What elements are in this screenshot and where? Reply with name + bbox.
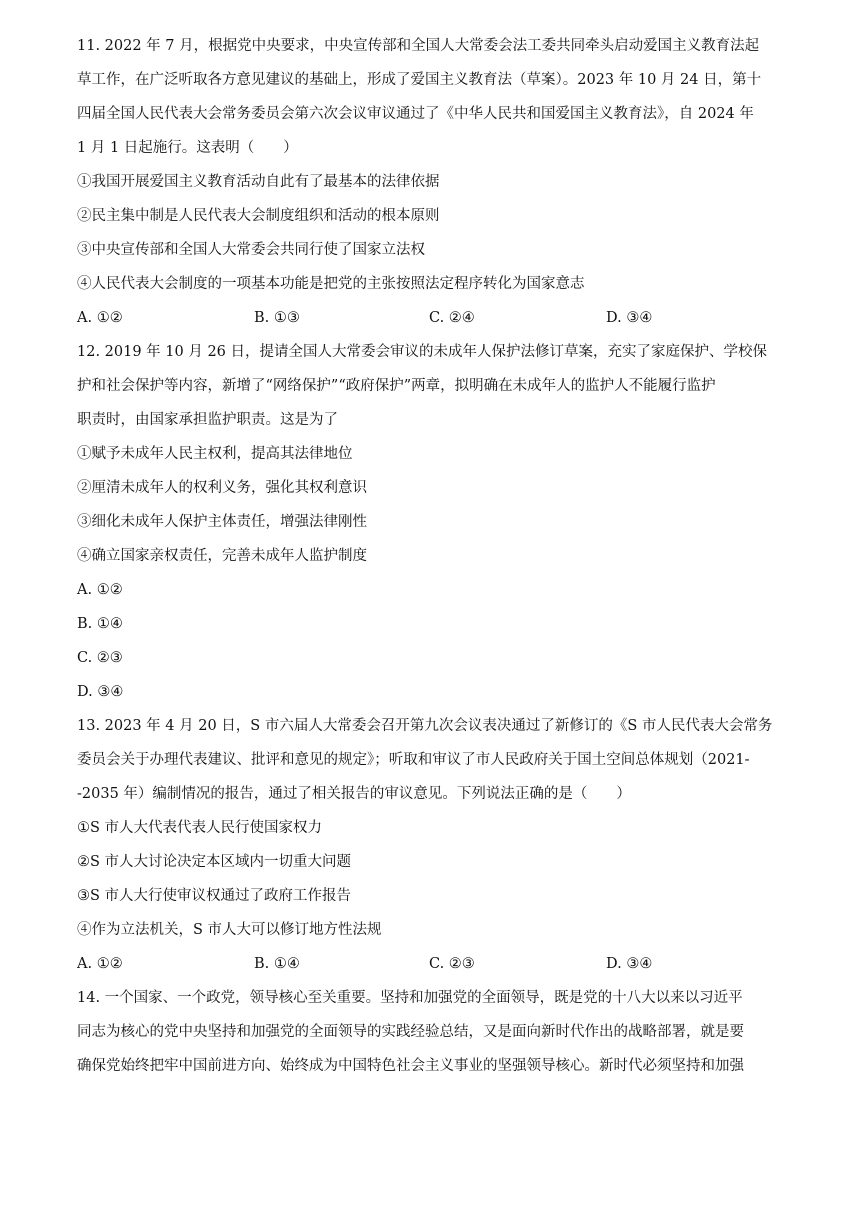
q14-line-3: 确保党始终把牢中国前进方向、始终成为中国特色社会主义事业的坚强领导核心。新时代必须坚持和加强 — [77, 1058, 744, 1074]
q13-option-d[interactable]: D. ③④ — [606, 956, 653, 972]
q11-statement-1: ①我国开展爱国主义教育活动自此有了最基本的法律依据 — [77, 174, 440, 190]
q12-line-1: 12. 2019 年 10 月 26 日，提请全国人大常委会审议的未成年人保护法修订草案，充实了家庭保护、学校保 — [77, 344, 768, 360]
q11-line-2: 草工作，在广泛听取各方意见建议的基础上，形成了爱国主义教育法（草案）。2023 年 10 月 24 日，第十 — [77, 72, 762, 88]
q13-line-2: 委员会关于办理代表建议、批评和意见的规定》；听取和审议了市人民政府关于国土空间总体规划（2021- — [77, 752, 750, 768]
q11-option-c[interactable]: C. ②④ — [429, 310, 475, 326]
q13-statement-1: ①S 市人大代表代表人民行使国家权力 — [77, 820, 323, 836]
q13-statement-3: ③S 市人大行使审议权通过了政府工作报告 — [77, 888, 352, 904]
q14-line-2: 同志为核心的党中央坚持和加强党的全面领导的实践经验总结，又是面向新时代作出的战略部署，就是要 — [77, 1024, 744, 1040]
q12-option-a[interactable]: A. ①② — [77, 582, 123, 598]
q11-line-3: 四届全国人民代表大会常务委员会第六次会议审议通过了《中华人民共和国爱国主义教育法》，自 2024 年 — [77, 106, 754, 122]
q14-line-1: 14. 一个国家、一个政党，领导核心至关重要。坚持和加强党的全面领导，既是党的十八大以来以习近平 — [77, 990, 743, 1006]
q13-line-1: 13. 2023 年 4 月 20 日，S 市六届人大常委会召开第九次会议表决通过了新修订的《S 市人民代表大会常务 — [77, 718, 773, 734]
q12-option-d[interactable]: D. ③④ — [77, 684, 124, 700]
q11-option-b[interactable]: B. ①③ — [254, 310, 300, 326]
q12-statement-2: ②厘清未成年人的权利义务，强化其权利意识 — [77, 480, 367, 496]
q12-option-c[interactable]: C. ②③ — [77, 650, 123, 666]
q13-statement-4: ④作为立法机关，S 市人大可以修订地方性法规 — [77, 922, 382, 938]
q11-options — [77, 308, 797, 328]
q12-line-3: 职责时，由国家承担监护职责。这是为了 — [77, 412, 338, 428]
q12-line-2: 护和社会保护等内容，新增了“网络保护”“政府保护”两章，拟明确在未成年人的监护人不能履行监护 — [77, 378, 716, 394]
q13-line-3: -2035 年）编制情况的报告，通过了相关报告的审议意见。下列说法正确的是（ ） — [77, 786, 631, 802]
q11-line-4: 1 月 1 日起施行。这表明（ ） — [77, 140, 298, 156]
q13-options — [77, 954, 797, 974]
q11-statement-3: ③中央宣传部和全国人大常委会共同行使了国家立法权 — [77, 242, 425, 258]
q11-statement-4: ④人民代表大会制度的一项基本功能是把党的主张按照法定程序转化为国家意志 — [77, 276, 585, 292]
q12-statement-1: ①赋予未成年人民主权利，提高其法律地位 — [77, 446, 353, 462]
q13-option-b[interactable]: B. ①④ — [254, 956, 300, 972]
q12-statement-3: ③细化未成年人保护主体责任，增强法律刚性 — [77, 514, 367, 530]
q11-statement-2: ②民主集中制是人民代表大会制度组织和活动的根本原则 — [77, 208, 440, 224]
q11-option-d[interactable]: D. ③④ — [606, 310, 653, 326]
q12-option-b[interactable]: B. ①④ — [77, 616, 123, 632]
q13-statement-2: ②S 市人大讨论决定本区域内一切重大问题 — [77, 854, 352, 870]
q13-option-a[interactable]: A. ①② — [77, 956, 123, 972]
q11-line-1: 11. 2022 年 7 月，根据党中央要求，中央宣传部和全国人大常委会法工委共同牵头启动爱国主义教育法起 — [77, 38, 760, 54]
q11-option-a[interactable]: A. ①② — [77, 310, 123, 326]
q13-option-c[interactable]: C. ②③ — [429, 956, 475, 972]
q12-statement-4: ④确立国家亲权责任，完善未成年人监护制度 — [77, 548, 367, 564]
